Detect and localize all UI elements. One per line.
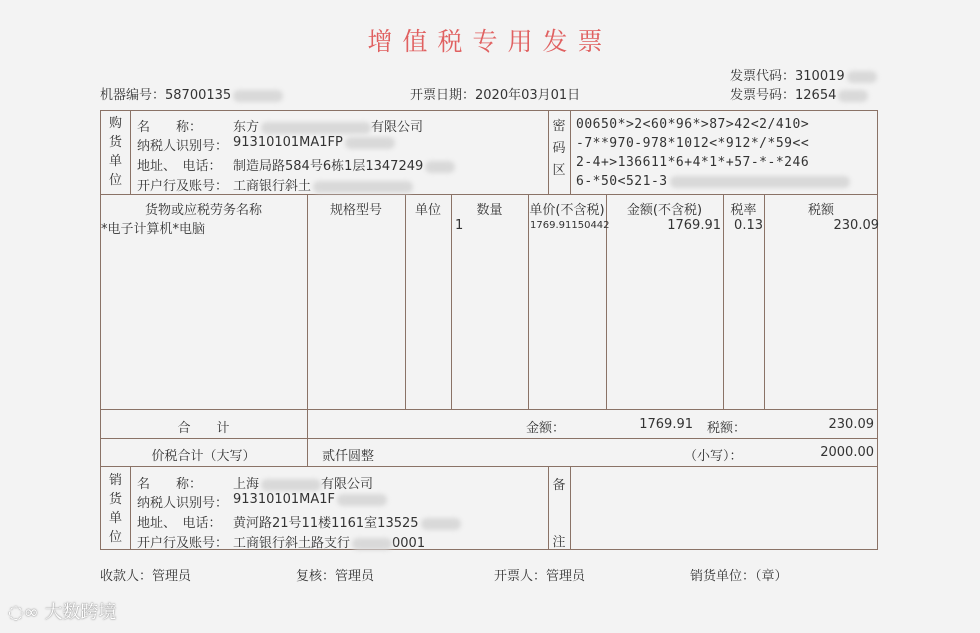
totals-amount-label: 金额： (526, 421, 566, 436)
divider (570, 466, 571, 550)
label-char: 销 (108, 473, 122, 488)
item-name: *电子计算机*电脑 (101, 222, 206, 237)
grand-total-small-label: （小写）： (684, 449, 743, 464)
col-header-name: 货物或应税劳务名称 (144, 203, 262, 218)
issue-date (410, 84, 580, 103)
col-header-qty: 数量 (476, 203, 503, 218)
item-price: 1769.91150442 (530, 220, 610, 231)
redaction-blur (670, 176, 850, 188)
remarks-label-top: 备 (552, 478, 566, 493)
item-rate: 0.13 (734, 218, 763, 233)
item-amount: 1769.91 (667, 218, 721, 233)
seller-bank-value (233, 532, 425, 551)
divider (307, 194, 308, 466)
seller-name-text: 上海 (233, 477, 260, 492)
machine-number-label: 机器编号： (100, 88, 166, 103)
invoice-number (730, 84, 868, 103)
buyer-bank-value (233, 175, 413, 194)
label-char: 位 (108, 173, 122, 188)
seller-bank-row (137, 532, 426, 551)
divider (528, 194, 529, 409)
invoice-title: 增值税专用发票 (367, 27, 613, 56)
buyer-address-text: 制造局路584号6栋1层1347249 (233, 159, 424, 174)
seller-name-suffix: 有限公司 (321, 477, 374, 492)
reviewer-label: 复核： (296, 569, 336, 584)
divider (570, 110, 571, 194)
buyer-section-label (100, 114, 131, 190)
col-header-amount: 金额(不含税) (626, 203, 703, 218)
footer-payee (100, 565, 191, 584)
seller-tax-id-label: 纳税人识别号： (137, 496, 229, 511)
grand-total-value: 2000.00 (820, 445, 874, 460)
redaction-blur (261, 122, 371, 134)
seller-address-value (233, 512, 461, 531)
machine-number-value: 58700135 (165, 88, 232, 103)
reviewer-value: 管理员 (335, 569, 375, 584)
redaction-blur (313, 181, 413, 193)
seller-tax-id-text: 91310101MA1F (233, 492, 336, 507)
buyer-bank-label: 开户行及账号： (137, 179, 229, 194)
seller-tax-id-row (137, 492, 336, 511)
label-char: 区 (552, 163, 566, 178)
buyer-name-row (137, 116, 424, 135)
buyer-address-label: 地址、 电话： (137, 159, 222, 174)
seller-name-label: 名 称： (137, 477, 203, 492)
divider (100, 466, 878, 467)
watermark-text: 大数跨境 (44, 602, 117, 623)
buyer-bank-row (137, 175, 312, 194)
buyer-tax-id-row (137, 135, 343, 154)
buyer-tax-id-text: 91310101MA1FP (233, 135, 343, 150)
buyer-tax-id-value (233, 135, 395, 150)
label-char: 密 (552, 119, 566, 134)
col-header-price: 单价(不含税) (529, 203, 605, 218)
redaction-blur (345, 137, 395, 149)
invoice-number-label: 发票号码： (730, 88, 796, 103)
footer-drawer (494, 565, 585, 584)
buyer-bank-text: 工商银行斜土 (233, 179, 312, 194)
label-char: 单 (108, 154, 122, 169)
footer-reviewer (296, 565, 374, 584)
cipher-section-label (548, 116, 570, 182)
seller-name-row (137, 473, 374, 492)
seller-bank-text: 工商银行斜土路支行 (233, 536, 351, 551)
redaction-blur (261, 479, 321, 491)
issue-date-value: 2020年03月01日 (475, 88, 581, 103)
machine-number (100, 84, 283, 103)
divider (100, 409, 878, 410)
label-char: 码 (552, 141, 566, 156)
seller-name-value (233, 473, 373, 492)
invoice-code-value: 310019 (795, 69, 845, 84)
totals-tax: 230.09 (828, 417, 874, 432)
totals-label: 合 计 (177, 421, 230, 436)
col-header-rate: 税率 (730, 203, 757, 218)
buyer-name-suffix: 有限公司 (371, 120, 424, 135)
totals-tax-label: 税额： (707, 421, 747, 436)
redaction-blur (847, 71, 877, 83)
watermark (8, 598, 116, 624)
cipher-line: 00650*>2<60*96*>87>42<2/410> (576, 117, 810, 132)
cipher-line: 2-4+>136611*6+4*1*+57-*-*246 (576, 155, 810, 170)
seller-tax-id-value (233, 492, 387, 507)
seller-section-label (100, 471, 131, 547)
buyer-name-value (233, 116, 423, 135)
cipher-line: -7**970-978*1012<*912*/*59<< (576, 136, 810, 151)
buyer-name-text: 东方 (233, 120, 260, 135)
buyer-name-label: 名 称： (137, 120, 203, 135)
col-header-unit: 单位 (414, 203, 441, 218)
payee-value: 管理员 (152, 569, 192, 584)
label-char: 货 (108, 492, 122, 507)
remarks-label-bottom: 注 (552, 535, 566, 550)
watermark-logo-icon: ◌∞ (8, 602, 39, 623)
label-char: 货 (108, 135, 122, 150)
divider (451, 194, 452, 409)
label-char: 位 (108, 530, 122, 545)
redaction-blur (352, 538, 392, 550)
divider (100, 194, 878, 195)
totals-amount: 1769.91 (639, 417, 693, 432)
redaction-blur (421, 518, 461, 530)
redaction-blur (337, 494, 387, 506)
redaction-blur (233, 90, 283, 102)
issue-date-label: 开票日期： (410, 88, 476, 103)
buyer-address-row (137, 155, 424, 174)
item-qty: 1 (455, 218, 464, 233)
divider (405, 194, 406, 409)
buyer-address-value (233, 155, 455, 174)
label-char: 购 (108, 116, 122, 131)
col-header-tax: 税额 (807, 203, 834, 218)
cipher-line (576, 174, 850, 189)
redaction-blur (425, 161, 455, 173)
grand-total-label: 价税合计（大写） (151, 449, 256, 464)
col-header-spec: 规格型号 (329, 203, 382, 218)
redaction-blur (838, 90, 868, 102)
drawer-label: 开票人： (494, 569, 547, 584)
invoice-number-value: 12654 (795, 88, 837, 103)
seller-address-text: 黄河路21号11楼1161室13525 (233, 516, 419, 531)
footer-seller-stamp: 销货单位：（章） (690, 569, 788, 584)
seller-bank-label: 开户行及账号： (137, 536, 229, 551)
drawer-value: 管理员 (546, 569, 586, 584)
invoice-code-label: 发票代码： (730, 69, 796, 84)
cipher-line-text: 6-*50<521-3 (576, 174, 668, 189)
seller-address-label: 地址、 电话： (137, 516, 222, 531)
payee-label: 收款人： (100, 569, 153, 584)
divider (100, 438, 878, 439)
seller-bank-tail: 0001 (392, 536, 426, 551)
label-char: 单 (108, 511, 122, 526)
grand-total-words: 贰仟圆整 (322, 449, 375, 464)
buyer-tax-id-label: 纳税人识别号： (137, 139, 229, 154)
invoice-code (730, 65, 877, 84)
seller-address-row (137, 512, 419, 531)
item-tax: 230.09 (833, 218, 879, 233)
